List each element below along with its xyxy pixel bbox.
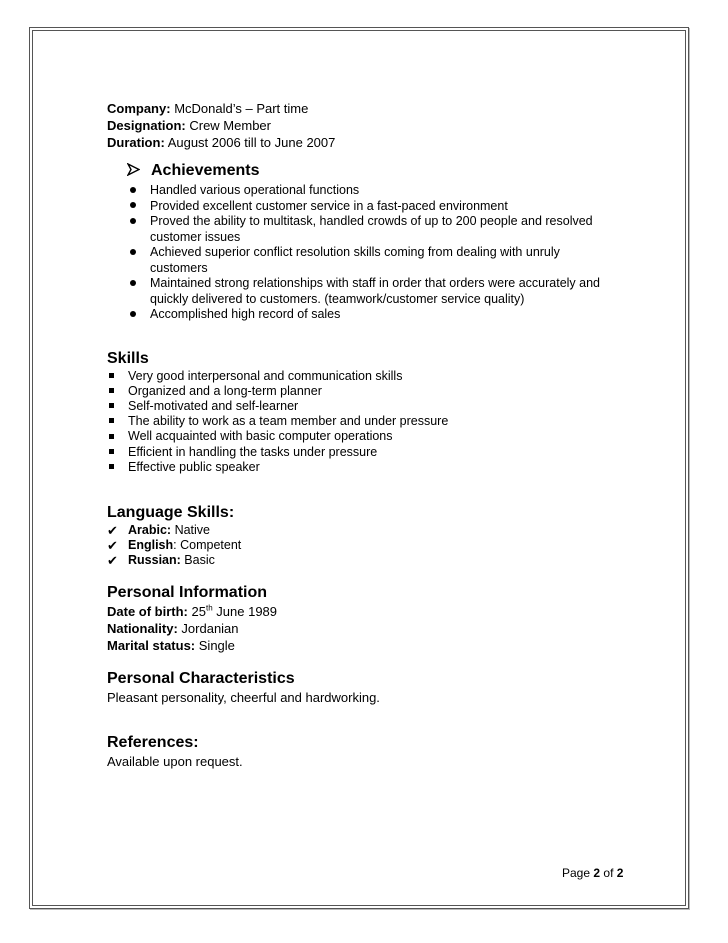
list-item: Efficient in handling the tasks under pressure xyxy=(107,445,667,460)
company-label: Company: xyxy=(107,101,171,116)
square-bullet-icon xyxy=(107,399,128,414)
designation-value: Crew Member xyxy=(189,118,271,133)
checkmark-icon: ✔ xyxy=(107,553,118,569)
square-bullet-icon xyxy=(107,369,128,384)
square-bullet-icon xyxy=(107,429,128,444)
list-item: Effective public speaker xyxy=(107,460,667,475)
duration-value: August 2006 till to June 2007 xyxy=(167,135,336,150)
skills-list xyxy=(107,369,667,475)
checkmark-icon: ✔ xyxy=(107,522,118,538)
list-item: Accomplished high record of sales xyxy=(107,307,667,323)
list-item: Achieved superior conflict resolution skills coming from dealing with unruly customers xyxy=(107,245,667,276)
list-item: Maintained strong relationships with staff in order that orders were accurately and quickly delivered to customers. (teamwork/customer service quality) xyxy=(107,276,667,307)
duration-label: Duration: xyxy=(107,135,165,150)
references-title: References: xyxy=(107,733,199,751)
achievements-title: Achievements xyxy=(151,162,260,179)
characteristics-text: Pleasant personality, cheerful and hardworking. xyxy=(107,689,380,705)
designation-line xyxy=(107,117,667,134)
bullet-dot-icon xyxy=(107,307,150,323)
square-bullet-icon xyxy=(107,445,128,460)
list-item: ✔ Russian: Basic xyxy=(107,553,215,569)
bullet-dot-icon xyxy=(107,199,150,215)
list-item: Provided excellent customer service in a fast-paced environment xyxy=(107,199,667,215)
skills-title: Skills xyxy=(107,349,149,367)
list-item: Proved the ability to multitask, handled crowds of up to 200 people and resolved customer issues xyxy=(107,214,667,245)
achievements-heading xyxy=(127,161,667,181)
achievements-list xyxy=(107,183,667,323)
list-item: ✔ English : Competent xyxy=(107,538,242,554)
job-details xyxy=(107,100,667,151)
duration-line xyxy=(107,134,667,151)
personal-characteristics-title: Personal Characteristics xyxy=(107,669,295,687)
list-item: Organized and a long-term planner xyxy=(107,384,667,399)
company-value: McDonald’s – Part time xyxy=(174,101,309,116)
bullet-dot-icon xyxy=(107,183,150,199)
square-bullet-icon xyxy=(107,414,128,429)
references-text: Available upon request. xyxy=(107,753,243,769)
nationality-line: Nationality: Jordanian xyxy=(107,620,239,636)
list-item: Handled various operational functions xyxy=(107,183,667,199)
checkmark-icon: ✔ xyxy=(107,538,118,554)
marital-status-line: Marital status: Single xyxy=(107,637,235,653)
list-item: Well acquainted with basic computer operations xyxy=(107,429,667,444)
list-item: ✔ Arabic: Native xyxy=(107,522,210,538)
dob-line: Date of birth: 25th June 1989 xyxy=(107,603,278,619)
personal-information-title: Personal Information xyxy=(107,583,268,601)
company-line xyxy=(107,100,667,117)
bullet-dot-icon xyxy=(107,214,150,245)
language-skills-title: Language Skills: xyxy=(107,503,235,521)
list-item: The ability to work as a team member and under pressure xyxy=(107,414,667,429)
page-number: Page 2 of 2 xyxy=(562,866,624,880)
bullet-dot-icon xyxy=(107,245,150,276)
resume-page-content xyxy=(107,100,667,770)
square-bullet-icon xyxy=(107,460,128,475)
arrow-bullet-icon xyxy=(127,163,143,179)
language-list xyxy=(107,523,667,569)
list-item: Self-motivated and self-learner xyxy=(107,399,667,414)
designation-label: Designation: xyxy=(107,118,186,133)
bullet-dot-icon xyxy=(107,276,150,307)
list-item: Very good interpersonal and communication skills xyxy=(107,369,667,384)
square-bullet-icon xyxy=(107,384,128,399)
